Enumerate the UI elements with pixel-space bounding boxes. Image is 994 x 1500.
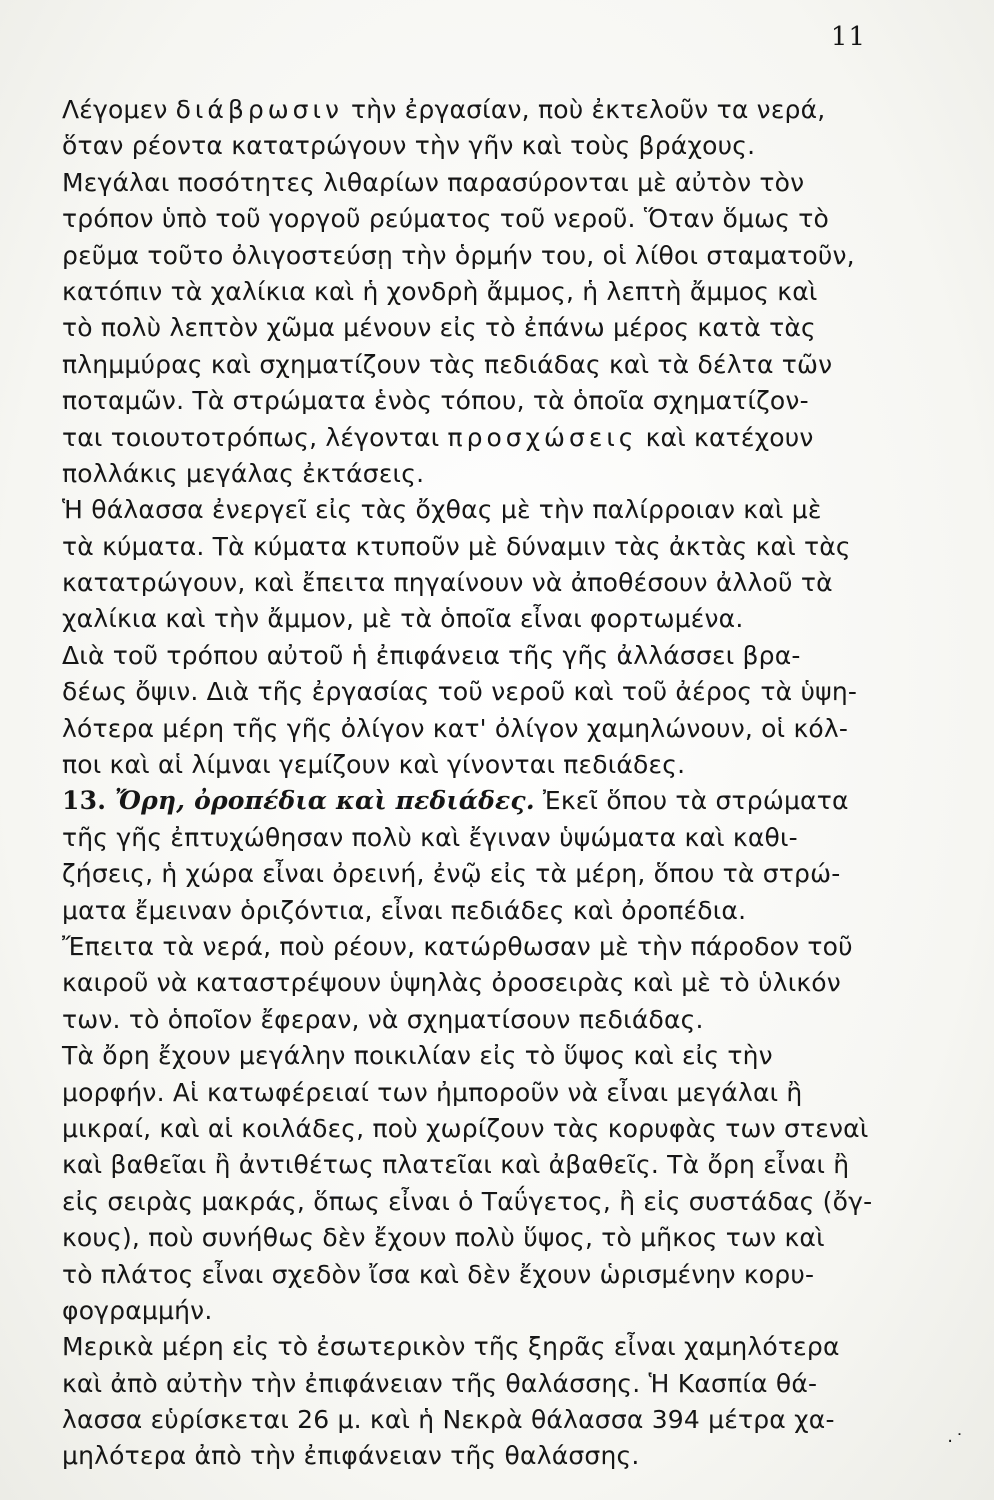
text-line: των. τὸ ὁποῖον ἔφεραν, νὰ σχηματίσουν πεδιάδας.: [62, 1004, 704, 1034]
text-line: δέως ὄψιν. Διὰ τῆς ἐργασίας τοῦ νεροῦ καὶ τοῦ ἀέρος τὰ ὑψη-: [62, 677, 858, 707]
text-line: τὸ πολὺ λεπτὸν χῶμα μένουν εἰς τὸ ἐπάνω μέρος κατὰ τὰς: [62, 313, 816, 343]
print-specks: ·˙: [947, 1431, 966, 1452]
text-line: χαλίκια καὶ τὴν ἄμμον, μὲ τὰ ὁποῖα εἶναι φορτωμένα.: [62, 604, 744, 634]
text-line: εἰς σειρὰς μακράς, ὅπως εἶναι ὁ Ταΰγετος, ἢ εἰς συστάδας (ὄγ-: [62, 1186, 873, 1216]
paragraph-start-line: Ἡ θάλασσα ἐνεργεῖ εἰς τὰς ὄχθας μὲ τὴν παλίρροιαν καὶ μὲ: [62, 495, 822, 525]
text-line: πλημμύρας καὶ σχηματίζουν τὰς πεδιάδας καὶ τὰ δέλτα τῶν: [62, 349, 833, 379]
text-line: φογραμμήν.: [62, 1295, 213, 1325]
text-line: κατόπιν τὰ χαλίκια καὶ ἡ χονδρὴ ἄμμος, ἡ λεπτὴ ἄμμος καὶ: [62, 276, 818, 306]
text-line: καὶ βαθεῖαι ἢ ἀντιθέτως πλατεῖαι καὶ ἀβαθεῖς. Τὰ ὄρη εἶναι ἢ: [62, 1150, 850, 1180]
text-line: τὰ κύματα. Τὰ κύματα κτυποῦν μὲ δύναμιν τὰς ἀκτὰς καὶ τὰς: [62, 531, 851, 561]
text-line: κους), ποὺ συνήθως δὲν ἔχουν πολὺ ὕψος, τὸ μῆκος των καὶ: [62, 1223, 825, 1253]
body-text: [62, 92, 934, 1475]
text-line: ποι καὶ αἱ λίμναι γεμίζουν καὶ γίνονται πεδιάδες.: [62, 750, 686, 780]
text-line: τῆς γῆς ἐπτυχώθησαν πολὺ καὶ ἔγιναν ὑψώματα καὶ καθι-: [62, 822, 798, 852]
text-line: λασσα εὑρίσκεται 26 μ. καὶ ἡ Νεκρὰ θάλασσα 394 μέτρα χα-: [62, 1405, 835, 1435]
spaced-term: προσχώσεις: [447, 422, 638, 452]
text-line: ὅταν ρέοντα κατατρώγουν τὴν γῆν καὶ τοὺς βράχους.: [62, 131, 756, 161]
text-line: καιροῦ νὰ καταστρέψουν ὑψηλὰς ὀροσειρὰς καὶ μὲ τὸ ὑλικόν: [62, 968, 841, 998]
section-title: Ὄρη, ὀροπέδια καὶ πεδιάδες.: [115, 786, 535, 816]
section-heading-line: 13. Ὄρη, ὀροπέδια καὶ πεδιάδες. Ἐκεῖ ὅπου τὰ στρώματα: [62, 786, 849, 816]
text-line: Λέγομεν διάβρωσιν τὴν ἐργασίαν, ποὺ ἐκτελοῦν τα νερά,: [62, 95, 826, 124]
text-line: τρόπον ὑπὸ τοῦ γοργοῦ ρεύματος τοῦ νεροῦ. Ὅταν ὅμως τὸ: [62, 204, 830, 234]
text-line: μηλότερα ἀπὸ τὴν ἐπιφάνειαν τῆς θαλάσσης.: [62, 1441, 640, 1471]
text-line: κατατρώγουν, καὶ ἔπειτα πηγαίνουν νὰ ἀποθέσουν ἀλλοῦ τὰ: [62, 568, 833, 598]
text-line: τὸ πλάτος εἶναι σχεδὸν ἴσα καὶ δὲν ἔχουν ὡρισμένην κορυ-: [62, 1259, 815, 1289]
text-line: πολλάκις μεγάλας ἐκτάσεις.: [62, 458, 425, 488]
page-number: 11: [830, 22, 866, 52]
spaced-term: διάβρωσιν: [175, 95, 343, 124]
section-number: 13.: [62, 786, 115, 816]
text-line: μορφήν. Αἱ κατωφέρειαί των ἠμποροῦν νὰ εἶναι μεγάλαι ἢ: [62, 1077, 803, 1107]
paragraph-start-line: Τὰ ὄρη ἔχουν μεγάλην ποικιλίαν εἰς τὸ ὕψος καὶ εἰς τὴν: [62, 1041, 773, 1071]
text-line: ρεῦμα τοῦτο ὀλιγοστεύσῃ τὴν ὁρμήν του, οἱ λίθοι σταματοῦν,: [62, 240, 855, 270]
text-line: ζήσεις, ἡ χώρα εἶναι ὀρεινή, ἐνῷ εἰς τὰ μέρη, ὅπου τὰ στρώ-: [62, 859, 841, 889]
text-line: ται τοιουτοτρόπως, λέγονται προσχώσεις καὶ κατέχουν: [62, 422, 814, 452]
paragraph-start-line: Μεγάλαι ποσότητες λιθαρίων παρασύρονται μὲ αὐτὸν τὸν: [62, 167, 805, 197]
text-line: καὶ ἀπὸ αὐτὴν τὴν ἐπιφάνειαν τῆς θαλάσσης. Ἡ Κασπία θά-: [62, 1368, 818, 1398]
text-line: λότερα μέρη τῆς γῆς ὀλίγον κατ' ὀλίγον χαμηλώνουν, οἱ κόλ-: [62, 713, 849, 743]
paragraph-start-line: Διὰ τοῦ τρόπου αὐτοῦ ἡ ἐπιφάνεια τῆς γῆς ἀλλάσσει βρα-: [62, 640, 801, 670]
paragraph-start-line: Ἔπειτα τὰ νερά, ποὺ ρέουν, κατώρθωσαν μὲ τὴν πάροδον τοῦ: [62, 931, 853, 961]
text-line: μικραί, καὶ αἱ κοιλάδες, ποὺ χωρίζουν τὰς κορυφὰς των στεναὶ: [62, 1113, 869, 1143]
text-line: ματα ἔμειναν ὁριζόντια, εἶναι πεδιάδες καὶ ὀροπέδια.: [62, 895, 747, 925]
paragraph-start-line: Μερικὰ μέρη εἰς τὸ ἐσωτερικὸν τῆς ξηρᾶς εἶναι χαμηλότερα: [62, 1332, 840, 1362]
text-line: ποταμῶν. Τὰ στρώματα ἑνὸς τόπου, τὰ ὁποῖα σχηματίζον-: [62, 386, 809, 416]
